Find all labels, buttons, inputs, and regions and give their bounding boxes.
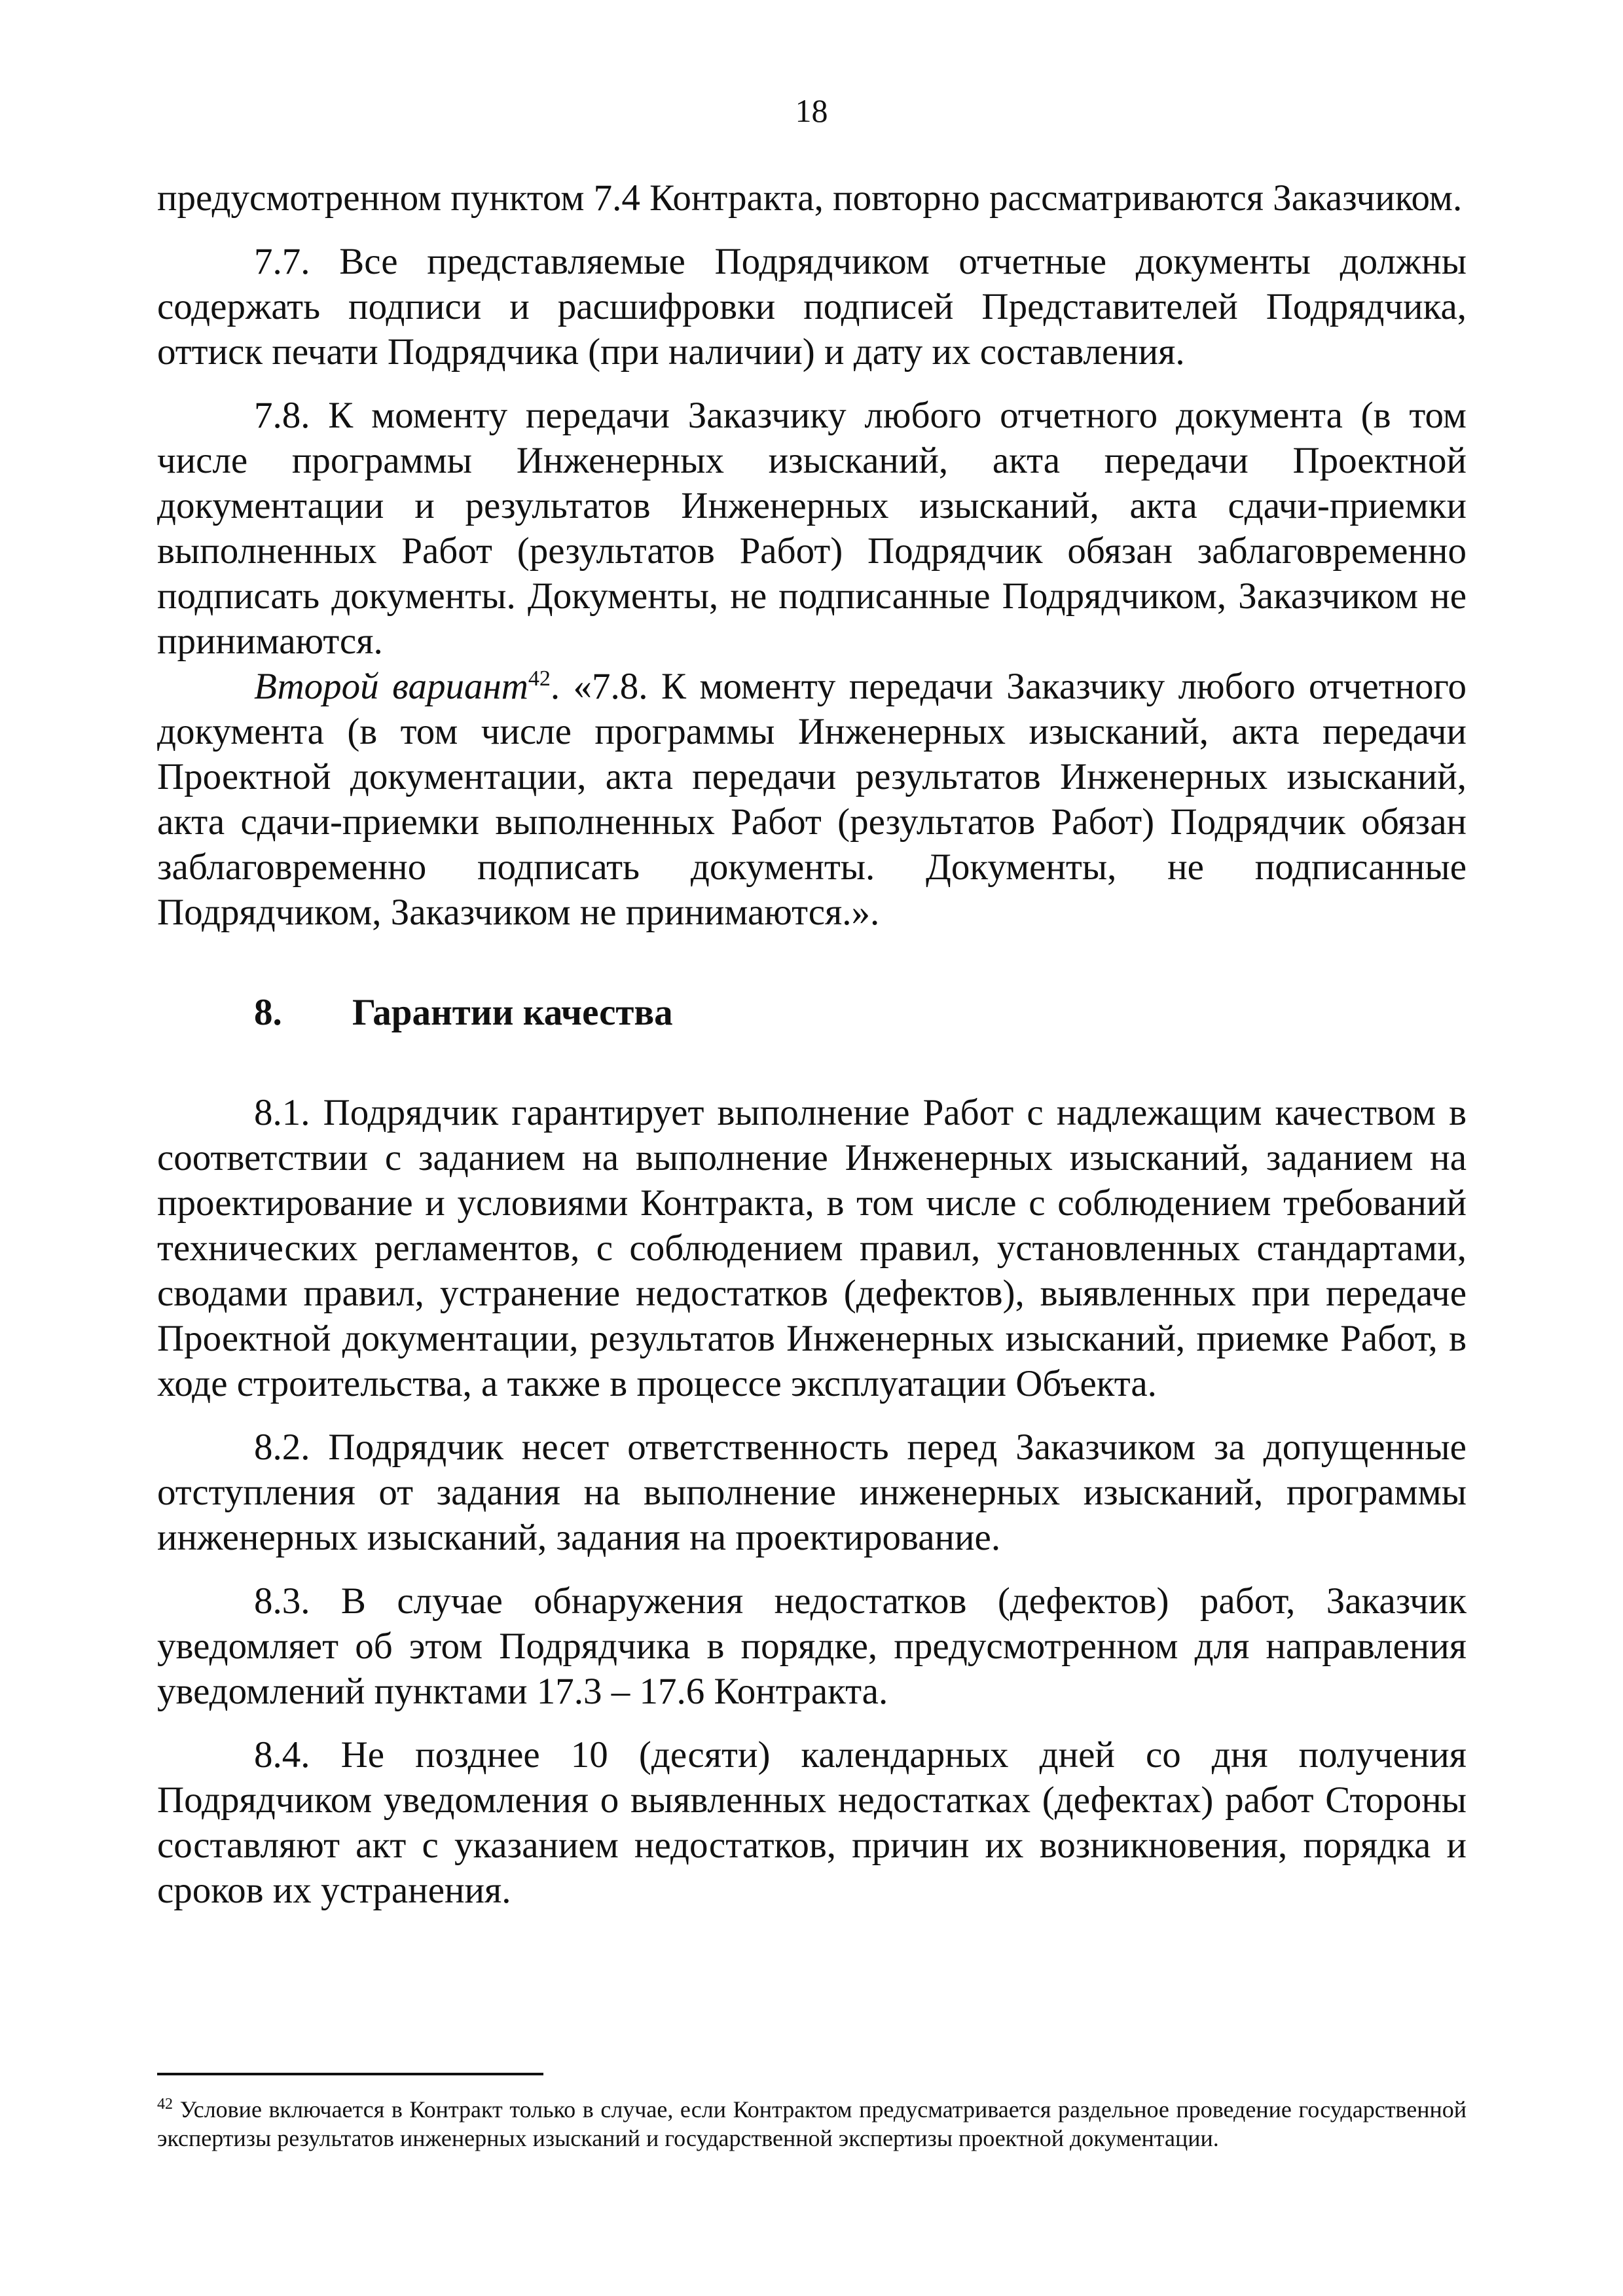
variant-text: . «7.8. К моменту передачи Заказчику любого отчетного документа (в том числе программы Инженерных изысканий, акта передачи Проектной документации, акта передачи результатов Инженерных изысканий, акта сдачи-приемки выполненных Работ (результатов Работ) Подрядчик обязан заблаговременно подписать документы. Документы, не подписанные Подрядчиком, Заказчиком не принимаются.». (157, 666, 1467, 933)
footnote-reference[interactable]: 42 (528, 666, 551, 691)
paragraph-8-2: 8.2. Подрядчик несет ответственность перед Заказчиком за допущенные отступления от задания на выполнение инженерных изысканий, программы инженерных изысканий, задания на проектирование. (157, 1427, 1467, 1558)
paragraph-continuation: предусмотренном пунктом 7.4 Контракта, повторно рассматриваются Заказчиком. (157, 177, 1463, 219)
footnote-number: 42 (157, 2096, 173, 2113)
footnote (157, 2095, 1467, 2153)
page-number: 18 (795, 92, 828, 129)
paragraph-8-3: 8.3. В случае обнаружения недостатков (дефектов) работ, Заказчик уведомляет об этом Подрядчика в порядке, предусмотренном для направления уведомлений пунктами 17.3 – 17.6 Контракта. (157, 1580, 1467, 1712)
footnote-text: Условие включается в Контракт только в случае, если Контрактом предусматривается раздельное проведение государственной экспертизы результатов инженерных изысканий и государственной экспертизы проектной документации. (157, 2096, 1467, 2151)
document-body (157, 175, 1467, 1913)
paragraph-8-4: 8.4. Не позднее 10 (десяти) календарных дней со дня получения Подрядчиком уведомления о выявленных недостатках (дефектах) работ Стороны составляют акт с указанием недостатков, причин их возникновения, порядка и сроков их устранения. (157, 1734, 1467, 1911)
variant-label: Второй вариант (254, 666, 528, 707)
footnote-separator (157, 2073, 543, 2075)
section-number: 8. (254, 992, 282, 1033)
paragraph-7-7: 7.7. Все представляемые Подрядчиком отчетные документы должны содержать подписи и расшифровки подписей Представителей Подрядчика, оттиск печати Подрядчика (при наличии) и дату их составления. (157, 241, 1467, 373)
paragraph-7-8: 7.8. К моменту передачи Заказчику любого отчетного документа (в том числе программы Инженерных изысканий, акта передачи Проектной документации и результатов Инженерных изысканий, акта сдачи-приемки выполненных Работ (результатов Работ) Подрядчик обязан заблаговременно подписать документы. Документы, не подписанные Подрядчиком, Заказчиком не принимаются. (157, 395, 1467, 662)
section-title: Гарантии качества (352, 992, 673, 1033)
paragraph-7-8-second-variant (157, 664, 1467, 935)
section-heading (157, 990, 1467, 1035)
paragraph-8-1: 8.1. Подрядчик гарантирует выполнение Работ с надлежащим качеством в соответствии с заданием на выполнение Инженерных изысканий, заданием на проектирование и условиями Контракта, в том числе с соблюдением требований технических регламентов, с соблюдением правил, установленных стандартами, сводами правил, устранение недостатков (дефектов), выявленных при передаче Проектной документации, результатов Инженерных изысканий, приемке Работ, в ходе строительства, а также в процессе эксплуатации Объекта. (157, 1092, 1467, 1404)
